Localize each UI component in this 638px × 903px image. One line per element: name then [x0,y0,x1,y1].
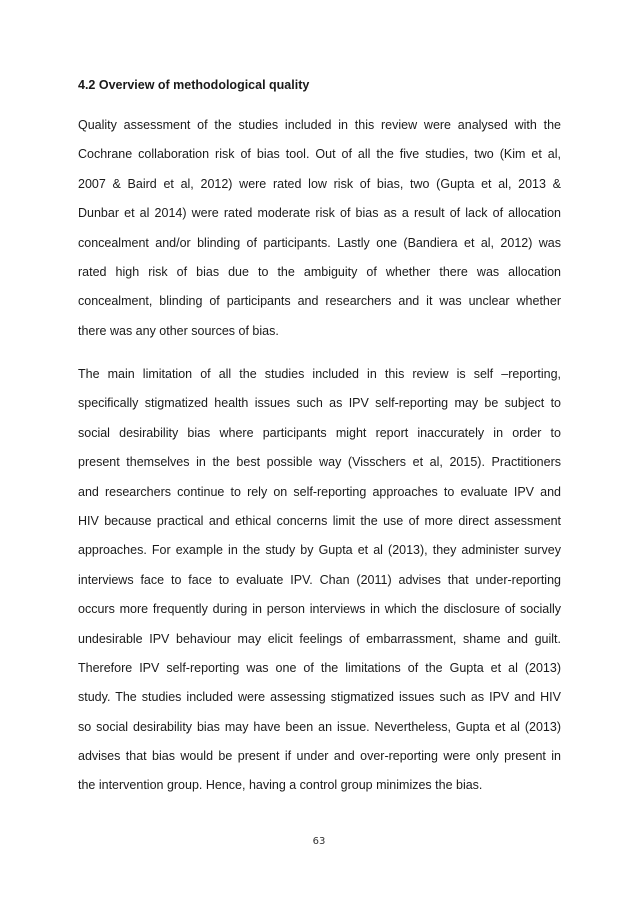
text-line: interviews face to face to evaluate IPV. Chan (2011) advises that under-reporting [78,572,561,587]
paragraph-quality-assessment [78,111,561,346]
text-line: there was any other sources of bias. [78,323,279,338]
paragraph-limitations [78,360,561,801]
text-line: The main limitation of all the studies included in this review is self –reporting, [78,367,561,381]
text-line: so social desirability bias may have been an issue. Nevertheless, Gupta et al (2013) [78,719,561,734]
section-heading: 4.2 Overview of methodological quality [78,78,310,92]
text-line: present themselves in the best possible way (Visschers et al, 2015). Practitioners [78,455,561,470]
text-line: Dunbar et al 2014) were rated moderate risk of bias as a result of lack of allocation [78,206,561,221]
text-line: Therefore IPV self-reporting was one of the limitations of the Gupta et al (2013) [78,660,561,675]
text-line: Quality assessment of the studies included in this review were analysed with the [78,118,561,132]
text-line: study. The studies included were assessing stigmatized issues such as IPV and HIV [78,690,561,705]
text-line: rated high risk of bias due to the ambiguity of whether there was allocation [78,264,561,279]
text-line: 2007 & Baird et al, 2012) were rated low risk of bias, two (Gupta et al, 2013 & [78,176,561,191]
page-number: 63 [312,836,326,847]
text-line: approaches. For example in the study by Gupta et al (2013), they administer survey [78,543,561,558]
text-line: advises that bias would be present if under and over-reporting were only present in [78,749,561,764]
text-line: occurs more frequently during in person interviews in which the disclosure of socially [78,602,561,617]
text-line: the intervention group. Hence, having a control group minimizes the bias. [78,778,483,793]
text-line: Cochrane collaboration risk of bias tool. Out of all the five studies, two (Kim et al, [78,147,561,162]
text-line: specifically stigmatized health issues such as IPV self-reporting may be subject to [78,396,561,411]
text-line: HIV because practical and ethical concerns limit the use of more direct assessment [78,513,561,528]
text-line: concealment and/or blinding of participants. Lastly one (Bandiera et al, 2012) was [78,235,561,250]
text-line: and researchers continue to rely on self-reporting approaches to evaluate IPV and [78,484,561,499]
text-line: social desirability bias where participants might report inaccurately in order to [78,425,561,440]
text-line: concealment, blinding of participants and researchers and it was unclear whether [78,294,561,309]
text-line: undesirable IPV behaviour may elicit feelings of embarrassment, shame and guilt. [78,631,561,646]
